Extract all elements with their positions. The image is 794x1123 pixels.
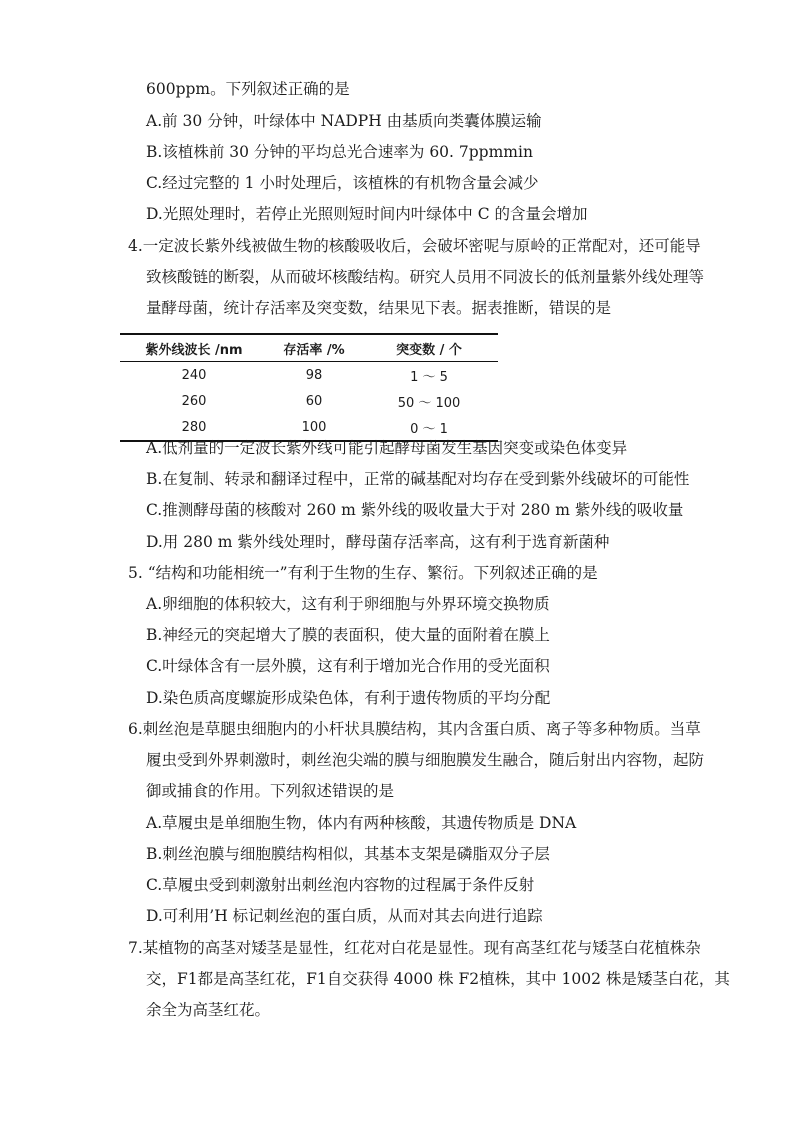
q5-option-a: A.卵细胞的体积较大，这有利于卵细胞与外界环境交换物质 — [146, 595, 550, 613]
table-cell: 100 — [268, 414, 360, 441]
q4-option-a: A.低剂量的一定波长紫外线可能引起酵母菌发生基因突变或染色体变异 — [146, 439, 628, 457]
table-cell: 60 — [305, 393, 323, 409]
intro-line: 600ppm。下列叙述正确的是 — [146, 80, 350, 98]
q5-stem: 5. “结构和功能相统一”有利于生物的生存、繁衍。下列叙述正确的是 — [128, 564, 598, 582]
q3-option-b: B.该植株前 30 分钟的平均总光合速率为 60. 7ppmmin — [146, 143, 533, 161]
table-cell: 50 ～ 100 — [397, 395, 461, 411]
table-cell: 240 — [181, 367, 207, 383]
q7-stem-line-3: 余全为高茎红花。 — [146, 1001, 271, 1019]
q6-option-d: D.可利用’H 标记刺丝泡的蛋白质，从而对其去向进行追踪 — [146, 907, 543, 925]
q7-stem-line-1: 7.某植物的高茎对矮茎是显性，红花对白花是显性。现有高茎红花与矮茎白花植株杂 — [128, 939, 701, 957]
table-header-row — [120, 334, 498, 362]
uv-data-table — [120, 333, 498, 442]
q3-option-c: C.经过完整的 1 小时处理后，该植株的有机物含量会减少 — [146, 174, 539, 192]
q5-option-c: C.叶绿体含有一层外膜，这有利于增加光合作用的受光面积 — [146, 657, 550, 675]
table-cell: 280 — [120, 414, 268, 441]
q4-stem-line-1: 4.一定波长紫外线被做生物的核酸吸收后，会破坏密呢与原岭的正常配对，还可能导 — [128, 237, 701, 255]
q4-option-d: D.用 280 m 紫外线处理时，酵母菌存活率高，这有利于选育新菌种 — [146, 533, 610, 551]
table-row — [120, 388, 498, 414]
table-row — [120, 362, 498, 389]
q6-stem-line-3: 御或捕食的作用。下列叙述错误的是 — [146, 782, 395, 800]
q4-stem-line-2: 致核酸链的断裂，从而破坏核酸结构。研究人员用不同波长的低剂量紫外线处理等 — [146, 268, 705, 286]
q3-option-d: D.光照处理时，若停止光照则短时间内叶绿体中 C 的含量会增加 — [146, 205, 588, 223]
table-header-mutations: 突变数 / 个 — [360, 334, 498, 362]
q5-option-b: B.神经元的突起增大了膜的表面积，使大量的面附着在膜上 — [146, 626, 550, 644]
q7-stem-line-2: 交，F1都是高茎红花，F1自交获得 4000 株 F2植株，其中 1002 株是矮茎白花，其 — [146, 970, 730, 988]
table-header-survival: 存活率 /% — [268, 334, 360, 362]
q3-option-a: A.前 30 分钟，叶绿体中 NADPH 由基质向类囊体膜运输 — [146, 112, 542, 130]
table-header-wavelength: 紫外线波长 /nm — [120, 334, 268, 362]
q6-stem-line-2: 履虫受到外界刺激时，刺丝泡尖端的膜与细胞膜发生融合，随后射出内容物，起防 — [146, 751, 705, 769]
table-cell: 1 ～ 5 — [410, 369, 448, 385]
q6-option-b: B.刺丝泡膜与细胞膜结构相似，其基本支架是磷脂双分子层 — [146, 845, 550, 863]
q5-option-d: D.染色质高度螺旋形成染色体，有利于遗传物质的平均分配 — [146, 689, 551, 707]
q6-option-c: C.草履虫受到刺激射出刺丝泡内容物的过程属于条件反射 — [146, 876, 535, 894]
table-cell: 98 — [305, 367, 323, 383]
q4-option-c: C.推测酵母菌的核酸对 260 m 紫外线的吸收量大于对 280 m 紫外线的吸收量 — [146, 501, 684, 519]
table-row — [120, 414, 498, 441]
q6-option-a: A.草履虫是单细胞生物，体内有两种核酸，其遗传物质是 DNA — [146, 814, 577, 832]
q6-stem-line-1: 6.刺丝泡是草腿虫细胞内的小杆状具膜结构，其内含蛋白质、离子等多种物质。当草 — [128, 720, 701, 738]
table-cell: 0 ～ 1 — [360, 414, 498, 441]
q4-option-b: B.在复制、转录和翻译过程中，正常的碱基配对均存在受到紫外线破坏的可能性 — [146, 470, 690, 488]
q4-stem-line-3: 量酵母菌，统计存活率及突变数，结果见下表。据表推断，错误的是 — [146, 299, 612, 317]
table-cell: 260 — [181, 393, 207, 409]
